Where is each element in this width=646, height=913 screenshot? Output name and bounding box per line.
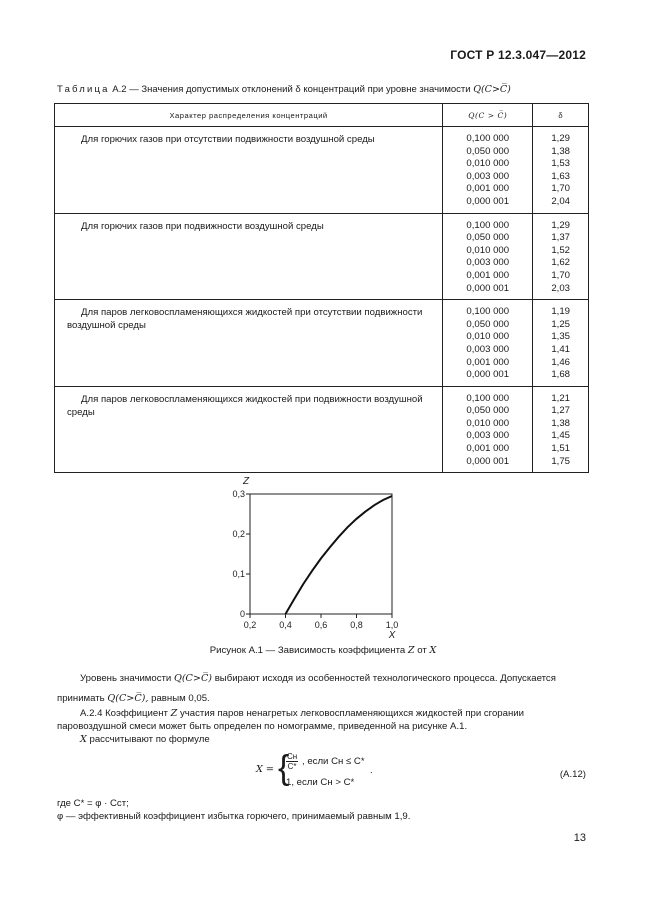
paragraph-formula-intro xyxy=(57,733,589,746)
q-value: 0,001 000 xyxy=(466,183,510,195)
p3-b: участия паров ненагретых легковоспламеняющихся жидкостей при сгорании паровоздушной смеси может быть определен по номограмме, приведенной на рисунке А.1. xyxy=(57,708,524,732)
caption-text: — Значения допустимых отклонений δ концентраций при уровне значимости xyxy=(129,84,471,95)
header-distribution: Характер распределения концентраций xyxy=(55,104,443,127)
x-tick-label: 0,8 xyxy=(350,620,363,630)
q-value: 0,003 000 xyxy=(466,430,510,442)
formula xyxy=(256,750,456,792)
delta-value: 1,21 xyxy=(551,392,571,404)
p3-z: Z xyxy=(170,708,178,719)
row-delta-values xyxy=(533,127,588,213)
q-value: 0,100 000 xyxy=(466,392,510,404)
paragraph-significance xyxy=(57,672,589,685)
y-axis-label: Z xyxy=(242,476,250,487)
delta-value: 1,29 xyxy=(551,219,571,231)
q-value: 0,050 000 xyxy=(466,232,510,244)
q-value: 0,100 000 xyxy=(466,219,510,231)
formula-lhs: X = xyxy=(256,764,274,775)
delta-value: 1,70 xyxy=(551,269,571,281)
p2-start: принимать xyxy=(57,693,105,704)
figure-caption-prefix: Рисунок А.1 — Зависимость коэффициента xyxy=(209,645,406,656)
row-delta-values xyxy=(533,300,588,386)
y-tick-label: 0,3 xyxy=(232,489,245,499)
table-row xyxy=(55,300,589,387)
fraction-denominator: C* xyxy=(287,762,297,771)
deviation-table xyxy=(54,103,589,473)
table-caption xyxy=(57,84,511,95)
standard-header: ГОСТ Р 12.3.047—2012 xyxy=(450,48,586,62)
q-value: 0,000 001 xyxy=(466,369,510,381)
row-description: Для горючих газов при отсутствии подвижности воздушной среды xyxy=(81,134,375,145)
caption-number: А.2 xyxy=(112,84,127,95)
formula-end: . xyxy=(370,765,373,776)
formula-case1: , если Cн ≤ C* xyxy=(302,756,365,767)
delta-value: 1,35 xyxy=(551,331,571,343)
q-value: 0,000 001 xyxy=(466,282,510,294)
x-tick-label: 0,4 xyxy=(279,620,292,630)
row-description: Для горючих газов при подвижности воздушной среды xyxy=(81,220,324,232)
delta-value: 1,70 xyxy=(551,183,571,195)
q-value: 0,050 000 xyxy=(466,145,510,157)
p2-q: Q(C>C̅), xyxy=(107,693,149,704)
paragraph-accept xyxy=(57,692,589,705)
figure-chart xyxy=(220,474,420,644)
q-value: 0,010 000 xyxy=(466,158,510,170)
row-q-values xyxy=(443,300,532,386)
delta-value: 1,52 xyxy=(551,244,571,256)
delta-value: 1,75 xyxy=(551,455,571,467)
row-q-values xyxy=(443,387,532,473)
q-value: 0,010 000 xyxy=(466,417,510,429)
plot-frame xyxy=(250,494,392,614)
delta-value: 1,62 xyxy=(551,257,571,269)
delta-value: 1,37 xyxy=(551,232,571,244)
p4-b: рассчитывают по формуле xyxy=(89,734,210,745)
fraction-numerator: Cн xyxy=(287,752,298,761)
x-tick-label: 0,6 xyxy=(314,620,328,630)
delta-value: 2,03 xyxy=(551,282,571,294)
q-value: 0,003 000 xyxy=(466,257,510,269)
delta-value: 1,27 xyxy=(551,405,571,417)
delta-value: 1,41 xyxy=(551,343,571,355)
p1-q: Q(C>C̅) xyxy=(173,673,213,684)
formula-brace: { xyxy=(278,749,290,787)
table-row xyxy=(55,213,589,300)
table-header-row xyxy=(55,104,589,127)
row-delta-values xyxy=(533,387,588,473)
figure-caption-mid: от xyxy=(417,645,427,656)
page-number: 13 xyxy=(573,832,586,844)
y-tick-label: 0,2 xyxy=(232,529,245,539)
delta-value: 1,51 xyxy=(551,443,571,455)
caption-word: Таблица xyxy=(57,84,110,95)
row-q-values xyxy=(443,214,532,300)
figure-caption-x: X xyxy=(429,645,437,656)
row-description: Для паров легковоспламеняющихся жидкостей при отсутствии подвижности воздушной среды xyxy=(67,307,423,332)
q-value: 0,001 000 xyxy=(466,443,510,455)
where-line-2: φ — эффективный коэффициент избытка горючего, принимаемый равным 1,9. xyxy=(57,811,411,822)
delta-value: 1,68 xyxy=(551,369,571,381)
delta-value: 1,38 xyxy=(551,145,571,157)
table-row xyxy=(55,127,589,214)
row-delta-values xyxy=(533,214,588,300)
caption-q: Q(C>C̅) xyxy=(473,84,511,95)
q-value: 0,100 000 xyxy=(466,306,510,318)
z-curve xyxy=(286,496,393,614)
header-delta: δ xyxy=(533,104,589,127)
p3-a: А.2.4 Коэффициент xyxy=(80,708,168,719)
q-value: 0,000 001 xyxy=(466,195,510,207)
row-q-values xyxy=(443,127,532,213)
x-tick-label: 0,2 xyxy=(243,620,257,630)
q-value: 0,003 000 xyxy=(466,343,510,355)
x-tick-label: 1,0 xyxy=(385,620,399,630)
q-value: 0,010 000 xyxy=(466,331,510,343)
table-row xyxy=(55,386,589,473)
figure-caption xyxy=(0,645,646,656)
p4-x: X xyxy=(80,734,87,745)
delta-value: 1,29 xyxy=(551,133,571,144)
formula-number: (А.12) xyxy=(559,769,586,780)
delta-value: 1,45 xyxy=(551,430,571,442)
delta-value: 1,46 xyxy=(551,356,571,368)
p1-start: Уровень значимости xyxy=(80,673,172,684)
y-tick-label: 0 xyxy=(239,609,245,619)
figure-caption-z: Z xyxy=(407,645,415,656)
q-value: 0,100 000 xyxy=(466,133,510,144)
q-value: 0,001 000 xyxy=(466,269,510,281)
q-value: 0,010 000 xyxy=(466,244,510,256)
delta-value: 1,38 xyxy=(551,417,571,429)
formula-case2: 1, если Cн > C* xyxy=(286,777,355,788)
paragraph-a24 xyxy=(57,707,589,733)
y-tick-label: 0,1 xyxy=(232,569,245,579)
row-description: Для паров легковоспламеняющихся жидкостей при подвижности воздушной среды xyxy=(67,393,423,418)
x-axis-label: X xyxy=(388,630,396,641)
q-value: 0,003 000 xyxy=(466,170,510,182)
p1-end: выбирают исходя из особенностей технологического процесса. Допускается xyxy=(214,673,556,684)
formula-fraction xyxy=(286,752,298,771)
delta-value: 1,25 xyxy=(551,318,571,330)
p2-end: равным 0,05. xyxy=(151,693,210,704)
where-line-1: где C* = φ · Cст; xyxy=(57,798,129,809)
q-value: 0,050 000 xyxy=(466,405,510,417)
q-value: 0,000 001 xyxy=(466,455,510,467)
header-q: Q(C > C̅) xyxy=(443,104,533,127)
delta-value: 2,04 xyxy=(551,195,571,207)
q-value: 0,050 000 xyxy=(466,318,510,330)
q-value: 0,001 000 xyxy=(466,356,510,368)
delta-value: 1,19 xyxy=(551,306,571,318)
delta-value: 1,53 xyxy=(551,158,571,170)
delta-value: 1,63 xyxy=(551,170,571,182)
